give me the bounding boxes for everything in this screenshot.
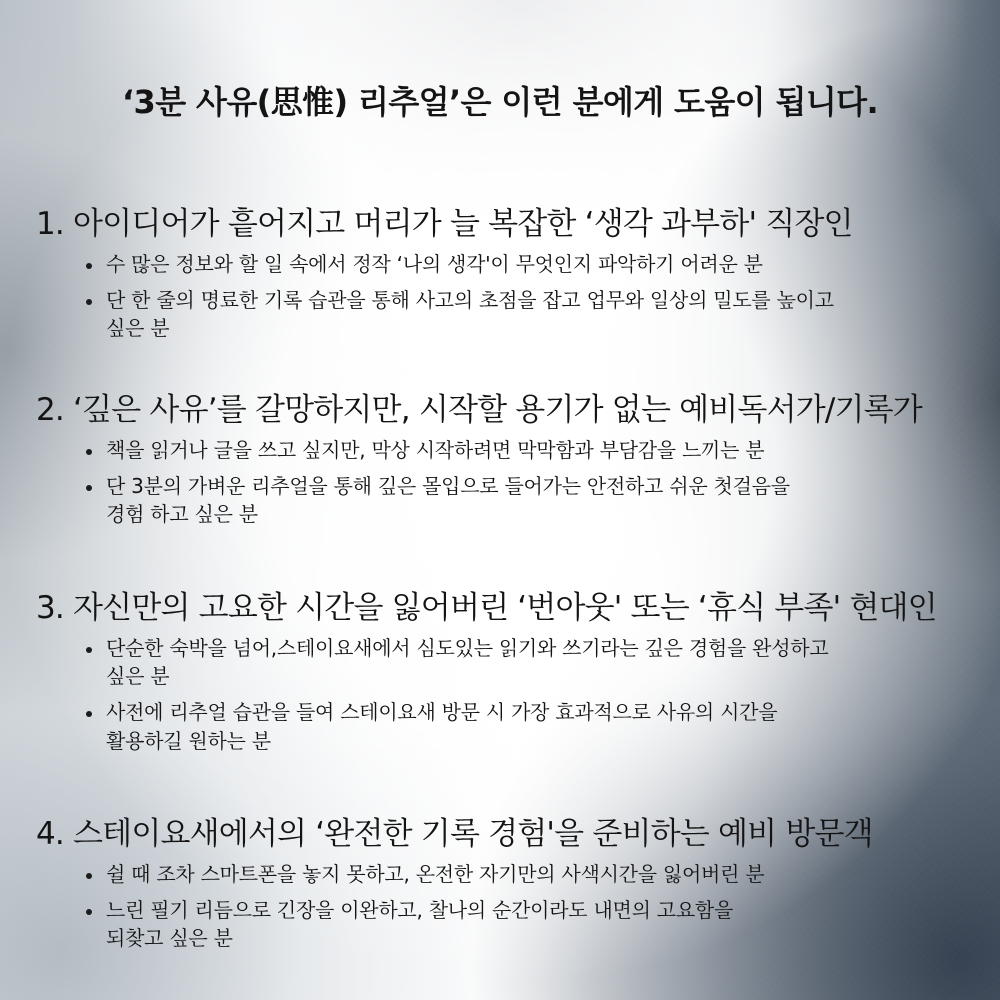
section-3-bullet-1 [86,634,976,691]
section-title-2: 2. ‘깊은 사유’를 갈망하지만, 시작할 용기가 없는 예비독서가/기록가 [36,392,922,428]
section-3-bullet-2-line-2: 활용하길 원하는 분 [106,728,271,753]
section-3-bullet-2-line-1: 사전에 리추얼 습관을 들여 스테이요새 방문 시 가장 효과적으로 사유의 시간을 [106,700,778,725]
section-title-3: 3. 자신만의 고요한 시간을 잃어버린 ‘번아웃' 또는 ‘휴식 부족' 현대인 [36,590,937,626]
section-title-1: 1. 아이디어가 흩어지고 머리가 늘 복잡한 ‘생각 과부하' 직장인 [36,206,853,242]
section-4-bullet-2-line-2: 되찾고 싶은 분 [106,926,233,951]
section-2-bullet-1-line-1: 책을 읽거나 글을 쓰고 싶지만, 막상 시작하려면 막막함과 부담감을 느끼는 분 [106,437,765,462]
section-2-bullet-2 [86,472,976,529]
section-1-bullet-1-line-1: 수 많은 정보와 할 일 속에서 정작 ‘나의 생각'이 무엇인지 파악하기 어려운 분 [106,251,763,276]
section-1-bullet-2 [86,286,976,343]
section-4-bullet-2-line-1: 느린 필기 리듬으로 긴장을 이완하고, 찰나의 순간이라도 내면의 고요함을 [106,897,734,922]
section-2-bullet-2-line-2: 경험 하고 싶은 분 [106,502,258,527]
section-4-bullets [86,860,976,953]
section-2-bullet-1 [86,436,976,464]
section-2 [36,392,976,537]
section-3 [36,590,976,763]
section-3-bullet-1-line-1: 단순한 숙박을 넘어,스테이요새에서 심도있는 읽기와 쓰기라는 깊은 경험을 완성하고 [106,635,829,660]
section-1-bullet-2-line-1: 단 한 줄의 명료한 기록 습관을 통해 사고의 초점을 잡고 업무와 일상의 밀도를 높이고 [106,287,834,312]
section-1 [36,206,976,351]
section-1-bullet-1 [86,250,976,278]
section-4-bullet-1-line-1: 쉴 때 조차 스마트폰을 놓지 못하고, 온전한 자기만의 사색시간을 잃어버린 분 [106,861,765,886]
section-2-bullet-2-line-1: 단 3분의 가벼운 리추얼을 통해 깊은 몰입으로 들어가는 안전하고 쉬운 첫걸음을 [106,473,790,498]
section-1-bullet-2-line-2: 싶은 분 [106,316,170,341]
page-title: ‘3분 사유(思惟) 리추얼’은 이런 분에게 도움이 됩니다. [121,83,879,121]
section-3-bullet-2 [86,698,976,755]
section-4-bullet-1 [86,860,976,888]
section-title-4: 4. 스테이요새에서의 ‘완전한 기록 경험'을 준비하는 예비 방문객 [36,816,873,852]
section-2-bullets [86,436,976,529]
section-3-bullet-1-line-2: 싶은 분 [106,663,170,688]
section-4 [36,816,976,961]
section-1-bullets [86,250,976,343]
section-4-bullet-2 [86,896,976,953]
section-3-bullets [86,634,976,756]
